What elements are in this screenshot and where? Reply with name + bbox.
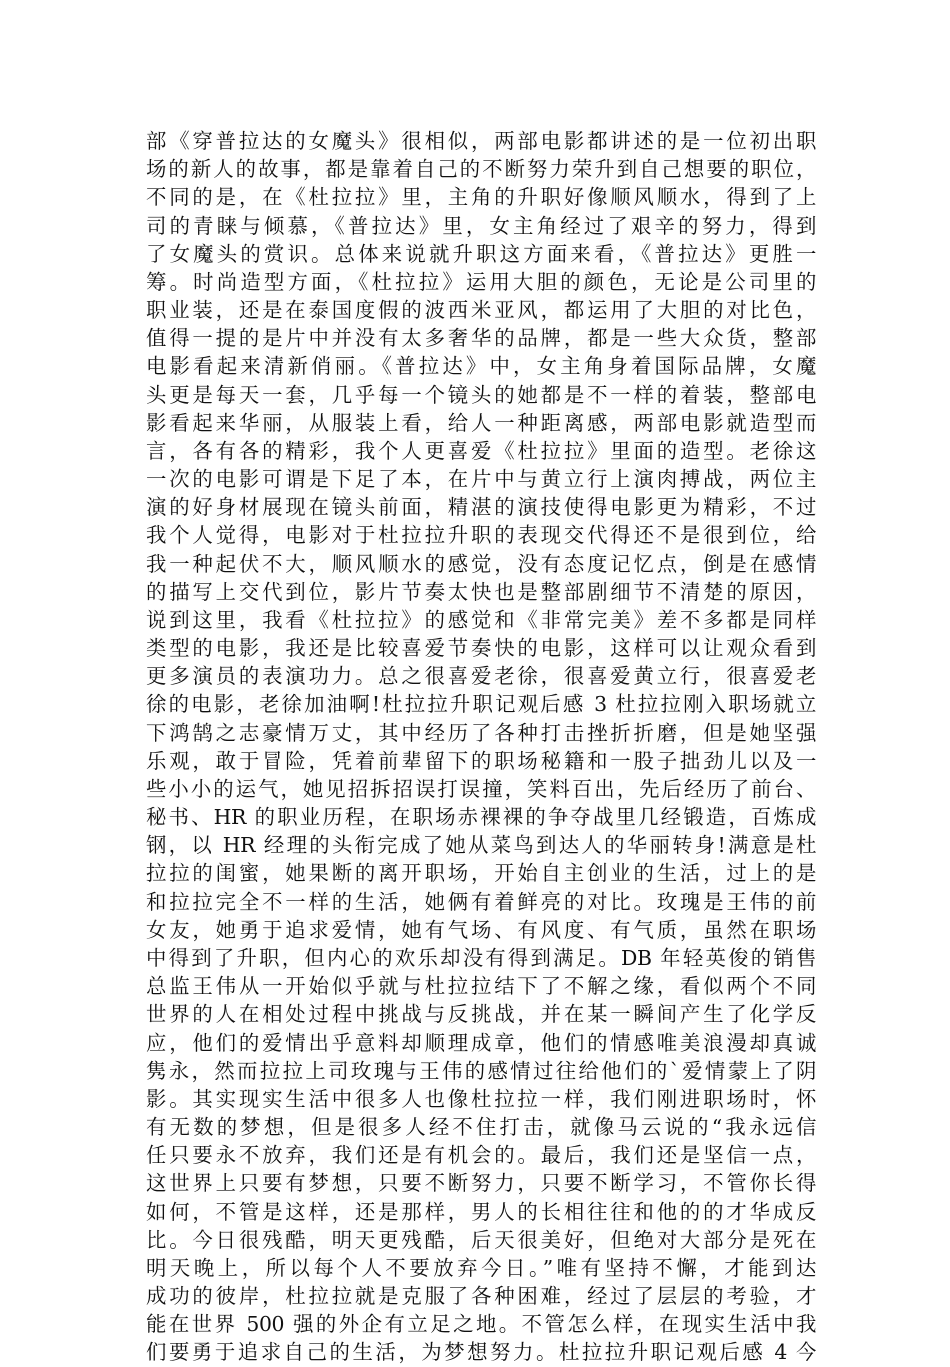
text-line: 场的新人的故事，都是靠着自己的不断努力荣升到自己想要的职位， bbox=[146, 157, 816, 182]
text-line: 成功的彼岸，杜拉拉就是克服了各种困难，经过了层层的考验，才 bbox=[146, 1284, 816, 1309]
text-line: 如何，不管是这样，还是那样，男人的长相往往和他的的才华成反 bbox=[146, 1199, 816, 1224]
text-line: 这世界上只要有梦想，只要不断努力，只要不断学习，不管你长得 bbox=[146, 1171, 816, 1196]
text-line: 隽永，然而拉拉上司玫瑰与王伟的感情过往给他们的`爱情蒙上了阴 bbox=[146, 1058, 816, 1083]
text-line: 和拉拉完全不一样的生活，她俩有着鲜亮的对比。玫瑰是王伟的前 bbox=[146, 889, 816, 914]
text-line: 中得到了升职，但内心的欢乐却没有得到满足。DB 年轻英俊的销售 bbox=[146, 945, 816, 970]
text-line: 部《穿普拉达的女魔头》很相似，两部电影都讲述的是一位初出职 bbox=[146, 129, 816, 153]
text-line: 总监王伟从一开始似乎就与杜拉拉结下了不解之缘，看似两个不同 bbox=[146, 974, 816, 999]
text-line: 钢，以 HR 经理的头衔完成了她从菜鸟到达人的华丽转身!满意是杜 bbox=[146, 833, 816, 858]
text-line: 说到这里，我看《杜拉拉》的感觉和《非常完美》差不多都是同样 bbox=[146, 607, 816, 632]
text-line: 了女魔头的赏识。总体来说就升职这方面来看，《普拉达》更胜一 bbox=[146, 241, 816, 266]
text-line: 我一种起伏不大，顺风顺水的感觉，没有态度记忆点，倒是在感情 bbox=[146, 551, 816, 576]
text-line: 比。今日很残酷，明天更残酷，后天很美好，但绝对大部分是死在 bbox=[146, 1227, 816, 1252]
text-line: 一次的电影可谓是下足了本，在片中与黄立行上演肉搏战，两位主 bbox=[146, 467, 816, 492]
text-line: 秘书、HR 的职业历程，在职场赤裸裸的争夺战里几经锻造，百炼成 bbox=[146, 805, 816, 830]
text-line: 任只要永不放弃，我们还是有机会的。最后，我们还是坚信一点， bbox=[146, 1143, 816, 1168]
text-line: 女友，她勇于追求爱情，她有气场、有风度、有气质，虽然在职场 bbox=[146, 917, 816, 942]
text-line: 应，他们的爱情出乎意料却顺理成章，他们的情感唯美浪漫却真诚 bbox=[146, 1030, 816, 1055]
text-line: 我个人觉得，电影对于杜拉拉升职的表现交代得还不是很到位，给 bbox=[146, 523, 816, 548]
text-line: 有无数的梦想，但是很多人经不住打击，就像马云说的“我永远信 bbox=[146, 1115, 816, 1140]
text-line: 不同的是，在《杜拉拉》里，主角的升职好像顺风顺水，得到了上 bbox=[146, 185, 816, 210]
text-line: 徐的电影，老徐加油啊!杜拉拉升职记观后感 3 杜拉拉刚入职场就立 bbox=[146, 692, 816, 717]
text-line: 下鸿鹄之志豪情万丈，其中经历了各种打击挫折折磨，但是她坚强 bbox=[146, 720, 816, 745]
text-line: 明天晚上，所以每个人不要放弃今日。”唯有坚持不懈，才能到达 bbox=[146, 1255, 816, 1280]
text-line: 电影看起来清新俏丽。《普拉达》中，女主角身着国际品牌，女魔 bbox=[146, 354, 816, 379]
text-line: 世界的人在相处过程中挑战与反挑战，并在某一瞬间产生了化学反 bbox=[146, 1002, 816, 1027]
text-line: 的描写上交代到位，影片节奏太快也是整部剧细节不清楚的原因， bbox=[146, 579, 816, 604]
text-line: 言，各有各的精彩，我个人更喜爱《杜拉拉》里面的造型。老徐这 bbox=[146, 438, 816, 463]
text-line: 更多演员的表演功力。总之很喜爱老徐，很喜爱黄立行，很喜爱老 bbox=[146, 664, 816, 689]
text-line: 拉拉的闺蜜，她果断的离开职场，开始自主创业的生活，过上的是 bbox=[146, 861, 816, 886]
text-line: 些小小的运气，她见招拆招误打误撞，笑料百出，先后经历了前台、 bbox=[146, 776, 816, 801]
body-text bbox=[146, 127, 816, 1367]
text-line: 影。其实现实生活中很多人也像杜拉拉一样，我们刚进职场时，怀 bbox=[146, 1086, 816, 1111]
text-line: 筹。时尚造型方面，《杜拉拉》运用大胆的颜色，无论是公司里的 bbox=[146, 269, 816, 294]
text-line: 乐观，敢于冒险，凭着前辈留下的职场秘籍和一股子拙劲儿以及一 bbox=[146, 748, 816, 773]
text-line: 司的青睐与倾慕，《普拉达》里，女主角经过了艰辛的努力，得到 bbox=[146, 213, 816, 238]
text-line: 值得一提的是片中并没有太多奢华的品牌，都是一些大众货，整部 bbox=[146, 326, 816, 351]
text-line: 类型的电影，我还是比较喜爱节奏快的电影，这样可以让观众看到 bbox=[146, 636, 816, 661]
text-line: 能在世界 500 强的外企有立足之地。不管怎么样，在现实生活中我 bbox=[146, 1312, 816, 1337]
text-line: 头更是每天一套，几乎每一个镜头的她都是不一样的着装，整部电 bbox=[146, 382, 816, 407]
text-line: 职业装，还是在泰国度假的波西米亚风，都运用了大胆的对比色， bbox=[146, 298, 816, 323]
text-line: 影看起来华丽，从服装上看，给人一种距离感，两部电影就造型而 bbox=[146, 410, 816, 435]
text-line: 们要勇于追求自己的生活，为梦想努力。杜拉拉升职记观后感 4 今 bbox=[146, 1340, 816, 1365]
text-line: 演的好身材展现在镜头前面，精湛的演技使得电影更为精彩，不过 bbox=[146, 495, 816, 520]
